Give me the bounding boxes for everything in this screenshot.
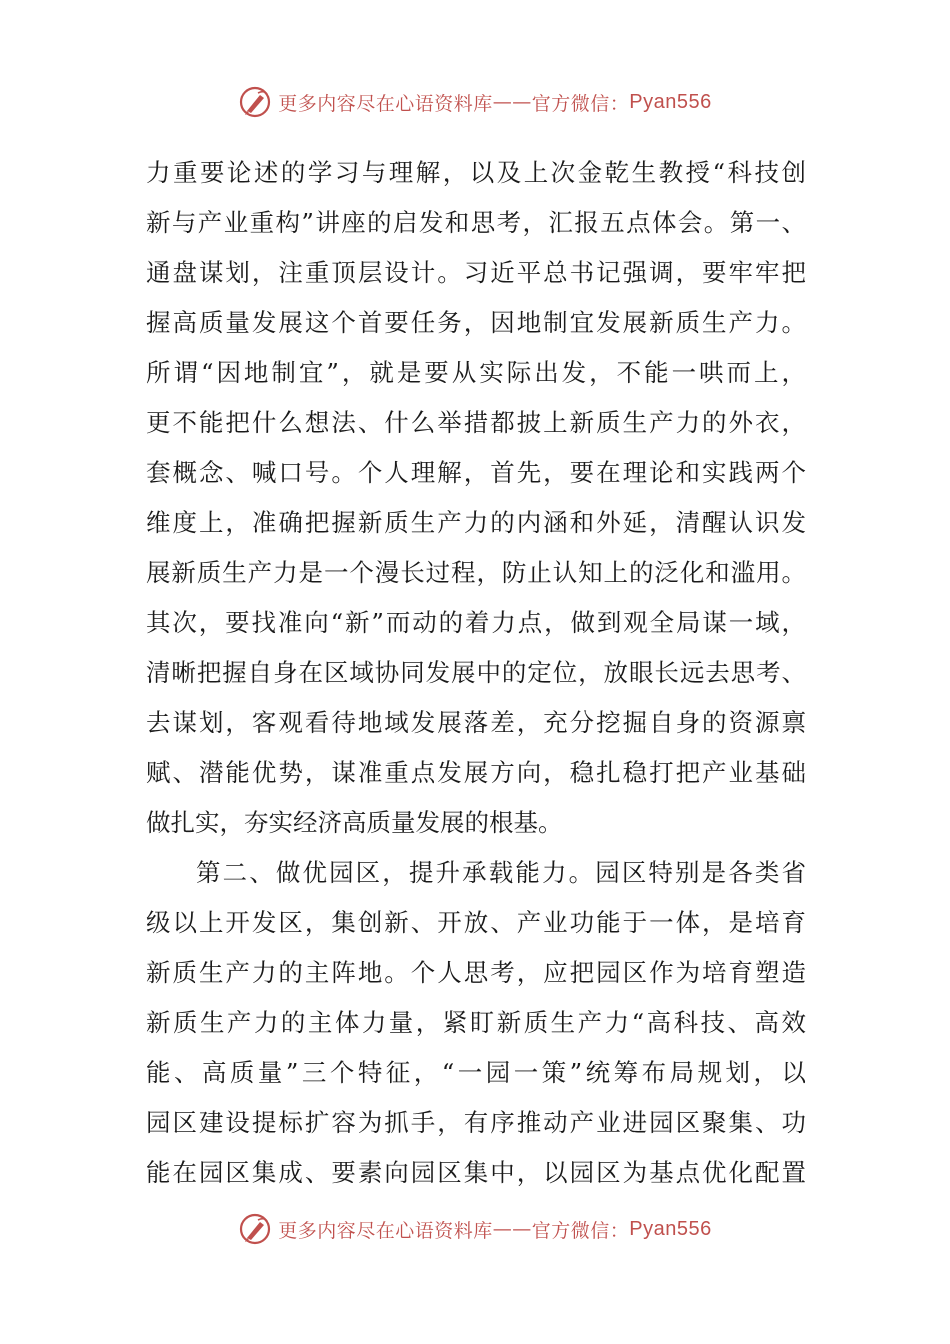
body-line: 新质生产力的主体力量，紧盯新质生产力“高科技、高效 bbox=[146, 1008, 806, 1037]
watermark-label: 官方微信： bbox=[531, 92, 630, 115]
body-line: 清晰把握自身在区域协同发展中的定位，放眼长远去思考、 bbox=[146, 658, 806, 687]
body-line: 能在园区集成、要素向园区集中，以园区为基点优化配置 bbox=[146, 1158, 806, 1187]
body-line: 园区建设提标扩容为抓手，有序推动产业进园区聚集、功 bbox=[146, 1108, 806, 1137]
watermark-separator: —— bbox=[492, 1218, 532, 1240]
body-line: 维度上，准确把握新质生产力的内涵和外延，清醒认识发 bbox=[146, 508, 806, 537]
watermark-wechat-id: Pyan556 bbox=[629, 90, 712, 113]
body-line: 更不能把什么想法、什么举措都披上新质生产力的外衣， bbox=[146, 408, 806, 437]
watermark-separator: —— bbox=[492, 91, 532, 113]
watermark-banner-bottom bbox=[0, 1209, 950, 1249]
pen-logo-icon bbox=[238, 1212, 272, 1246]
body-line: 能、高质量”三个特征，“一园一策”统筹布局规划，以 bbox=[146, 1058, 806, 1087]
body-line: 所谓“因地制宜”，就是要从实际出发，不能一哄而上， bbox=[146, 358, 806, 387]
body-line-paragraph-start: 第二、做优园区，提升承载能力。园区特别是各类省 bbox=[196, 858, 806, 887]
watermark-main-text: 更多内容尽在心语资料库 bbox=[278, 1219, 493, 1242]
pen-logo-icon bbox=[238, 85, 272, 119]
body-line: 赋、潜能优势，谋准重点发展方向，稳扎稳打把产业基础 bbox=[146, 758, 806, 787]
watermark-wechat-id: Pyan556 bbox=[629, 1217, 712, 1240]
body-line: 力重要论述的学习与理解，以及上次金乾生教授“科技创 bbox=[146, 158, 806, 187]
watermark-main-text: 更多内容尽在心语资料库 bbox=[278, 92, 493, 115]
watermark-label: 官方微信： bbox=[531, 1219, 630, 1242]
body-line: 去谋划，客观看待地域发展落差，充分挖掘自身的资源禀 bbox=[146, 708, 806, 737]
document-body bbox=[146, 148, 806, 1198]
body-line: 级以上开发区，集创新、开放、产业功能于一体，是培育 bbox=[146, 908, 806, 937]
body-line: 做扎实，夯实经济高质量发展的根基。 bbox=[146, 808, 563, 837]
watermark-banner-top bbox=[0, 82, 950, 122]
body-line: 通盘谋划，注重顶层设计。习近平总书记强调，要牢牢把 bbox=[146, 258, 806, 287]
body-line: 新与产业重构”讲座的启发和思考，汇报五点体会。第一、 bbox=[146, 208, 806, 237]
body-line: 新质生产力的主阵地。个人思考，应把园区作为培育塑造 bbox=[146, 958, 806, 987]
body-line: 其次，要找准向“新”而动的着力点，做到观全局谋一域， bbox=[146, 608, 806, 637]
body-line: 握高质量发展这个首要任务，因地制宜发展新质生产力。 bbox=[146, 308, 806, 337]
body-line: 展新质生产力是一个漫长过程，防止认知上的泛化和滥用。 bbox=[146, 558, 806, 587]
body-line: 套概念、喊口号。个人理解，首先，要在理论和实践两个 bbox=[146, 458, 806, 487]
